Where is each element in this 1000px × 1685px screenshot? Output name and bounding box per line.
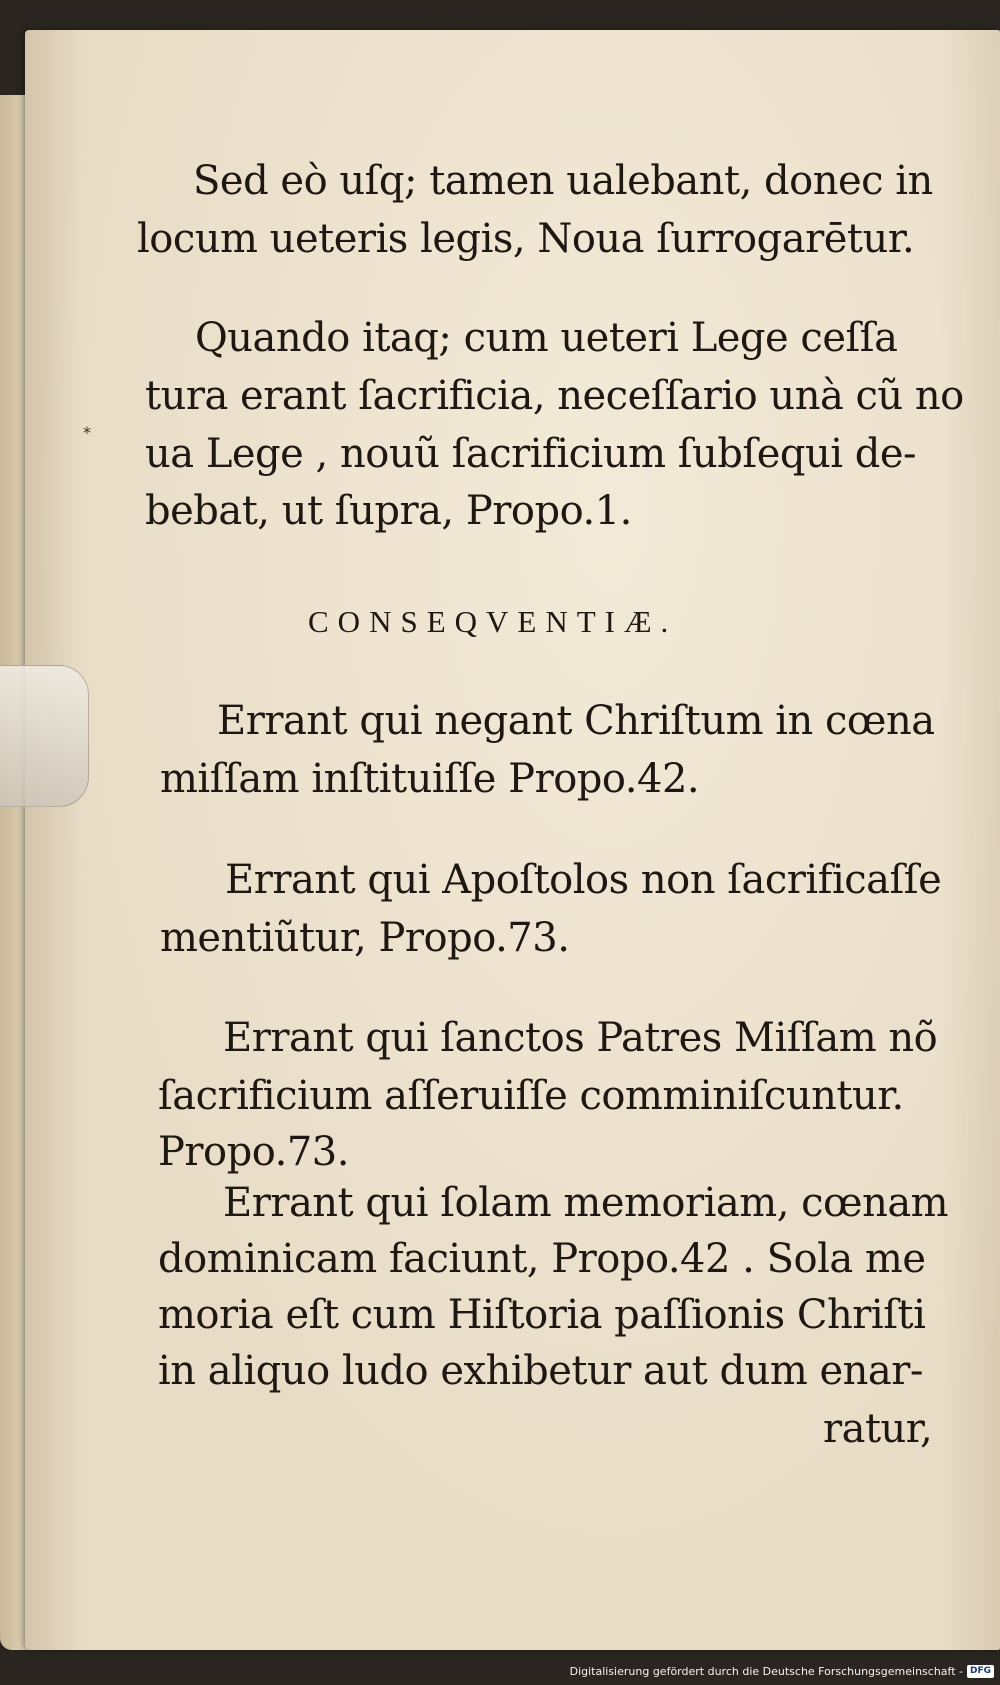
page-clip (0, 665, 89, 807)
text-line: tura erant ſacrificia, neceſſario unà cũ no (145, 373, 964, 419)
catchword: ratur, (823, 1406, 933, 1452)
dfg-logo-icon: DFG (967, 1665, 994, 1678)
digitization-footer (570, 1662, 994, 1680)
text-line: ſacrificium aſſeruiſſe comminiſcuntur. (158, 1073, 904, 1119)
text-line: Propo.73. (158, 1129, 349, 1175)
text-line: moria eſt cum Hiſtoria paſſionis Chriſti (158, 1292, 926, 1338)
text-line: Sed eò uſq; tamen ualebant, donec in (193, 158, 933, 204)
text-line: Errant qui Apoſtolos non ſacrificaſſe (225, 857, 942, 903)
text-line: dominicam faciunt, Propo.42 . Sola me (158, 1236, 926, 1282)
text-line: locum ueteris legis, Noua ſurrogarētur. (137, 216, 915, 262)
text-line: Errant qui ſanctos Patres Miſſam nõ (223, 1015, 938, 1061)
text-line: in aliquo ludo exhibetur aut dum enar- (158, 1348, 923, 1394)
section-heading: CONSEQVENTIÆ. (308, 604, 678, 639)
text-line: ua Lege , nouũ ſacrificium ſubſequi de- (145, 431, 917, 477)
marginal-asterisk: * (83, 423, 91, 442)
text-line: Quando itaq; cum ueteri Lege ceſſa (195, 315, 898, 361)
book-page (25, 30, 1000, 1650)
text-line: Errant qui negant Chriſtum in cœna (217, 698, 935, 744)
text-line: Errant qui ſolam memoriam, cœnam (223, 1180, 949, 1226)
text-line: mentiũtur, Propo.73. (160, 915, 570, 961)
page-text (25, 30, 1000, 1650)
footer-credit: Digitalisierung gefördert durch die Deutsche Forschungsgemeinschaft - (569, 1664, 963, 1678)
text-line: miſſam inſtituiſſe Propo.42. (160, 756, 700, 802)
text-line: bebat, ut ſupra, Propo.1. (145, 488, 632, 534)
